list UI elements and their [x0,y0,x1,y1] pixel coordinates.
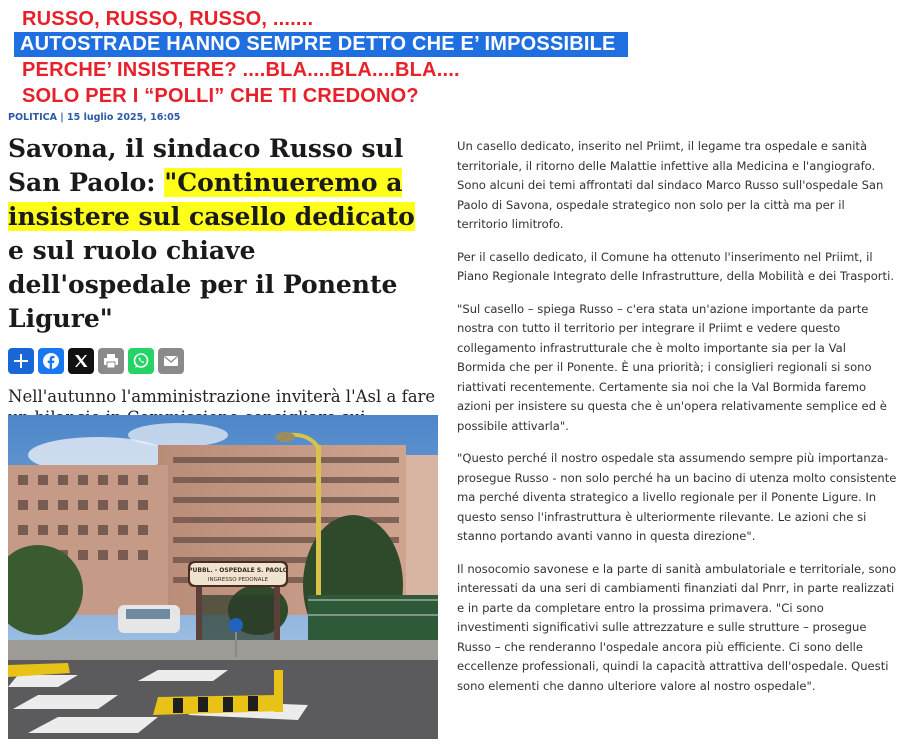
share-plus-button[interactable] [8,348,34,374]
hospital-photo [8,415,438,739]
article-body [457,137,897,709]
x-share-button[interactable] [68,348,94,374]
x-icon [72,352,90,370]
headline-highlight: "Continueremo a insistere sul casello dedicato [8,168,415,231]
whatsapp-share-button[interactable] [128,348,154,374]
article-left-column [8,132,438,449]
article-headline [8,132,438,336]
facebook-icon [42,352,60,370]
facebook-share-button[interactable] [38,348,64,374]
banner-line-2-highlighted: AUTOSTRADE HANNO SEMPRE DETTO CHE E’ IMPOSSIBILE [14,32,628,57]
body-paragraph-5: Il nosocomio savonese e la parte di sanità ambulatoriale e territoriale, sono interessati da una seri di cambiamenti finanziati dal Pnrr, in parte realizzati e in parte da completare entro la prossima primavera. "Ci sono investimenti significativi sulle attrezzature e sulle strutture – prosegue Russo – che renderanno l'ospedale ancora più efficiente. Ci sono delle eccellenze professionali, quindi la capacità attrattiva dell'ospedale. Questi sono elementi che danno ulteriore valore al nostro ospedale". [457,561,897,693]
entrance-sign-line-2: INGRESSO PEDONALE [207,577,269,583]
article-meta: POLITICA | 15 luglio 2025, 16:05 [8,112,181,123]
banner-line-1: RUSSO, RUSSO, RUSSO, ....... [22,8,314,30]
email-icon [162,352,180,370]
whatsapp-icon [132,352,150,370]
body-paragraph-3: "Sul casello – spiega Russo – c'era stata un'azione importante da parte nostra con tutto il territorio per integrare il Priimt e vedere questo collegamento infrastrutturale che è molto importante sia per la Val Bormida che per il Ponente. È una priorità; i consiglieri regionali si sono riattivati recentemente. Certamente sia noi che la Val Bormida faremo azioni per insistere su questa che è un'opera relativamente semplice ed è possibile attivarla". [457,301,887,433]
email-share-button[interactable] [158,348,184,374]
print-button[interactable] [98,348,124,374]
share-plus-icon [12,352,30,370]
body-paragraph-4: "Questo perché il nostro ospedale sta assumendo sempre più importanza- prosegue Russo - non solo perché ha un bacino di utenza molto consistente ma perché diventa strategico a livello regionale per il Ponente Ligure. In questo senso l'infrastruttura è ulteriormente rilevante. Le azioni che si stanno portando avanti vanno in questa direzione". [457,451,897,543]
overlay-banner [22,6,628,109]
body-paragraph-1: Un casello dedicato, inserito nel Priimt, il legame tra ospedale e sanità territoriale, il ritorno delle Malattie infettive alla Medicina e l'angiografo. Sono alcuni dei temi affrontati dal sindaco Marco Russo sull'ospedale San Paolo di Savona, ospedale strategico non solo per la città ma per il territorio limitrofo. [457,139,884,231]
share-bar [8,348,438,376]
body-paragraph-2: Per il casello dedicato, il Comune ha ottenuto l'inserimento nel Priimt, il Piano Regionale Integrato delle Infrastrutture, della Mobilità e dei Trasporti. [457,249,895,283]
banner-line-4: SOLO PER I “POLLI” CHE TI CREDONO? [22,85,419,107]
headline-part-1: Savona, il sindaco Russo sul San Paolo: [8,134,404,197]
entrance-sign-line-1: PUBBL. - OSPEDALE S. PAOLO [188,567,288,574]
article-subtitle: Nell'autunno l'amministrazione inviterà l'Asl a fare [8,387,436,406]
print-icon [102,352,120,370]
headline-part-2: e sul ruolo chiave dell'ospedale per il Ponente Ligure" [8,236,398,333]
banner-line-3: PERCHE’ INSISTERE? ....BLA....BLA....BLA.... [22,59,460,81]
